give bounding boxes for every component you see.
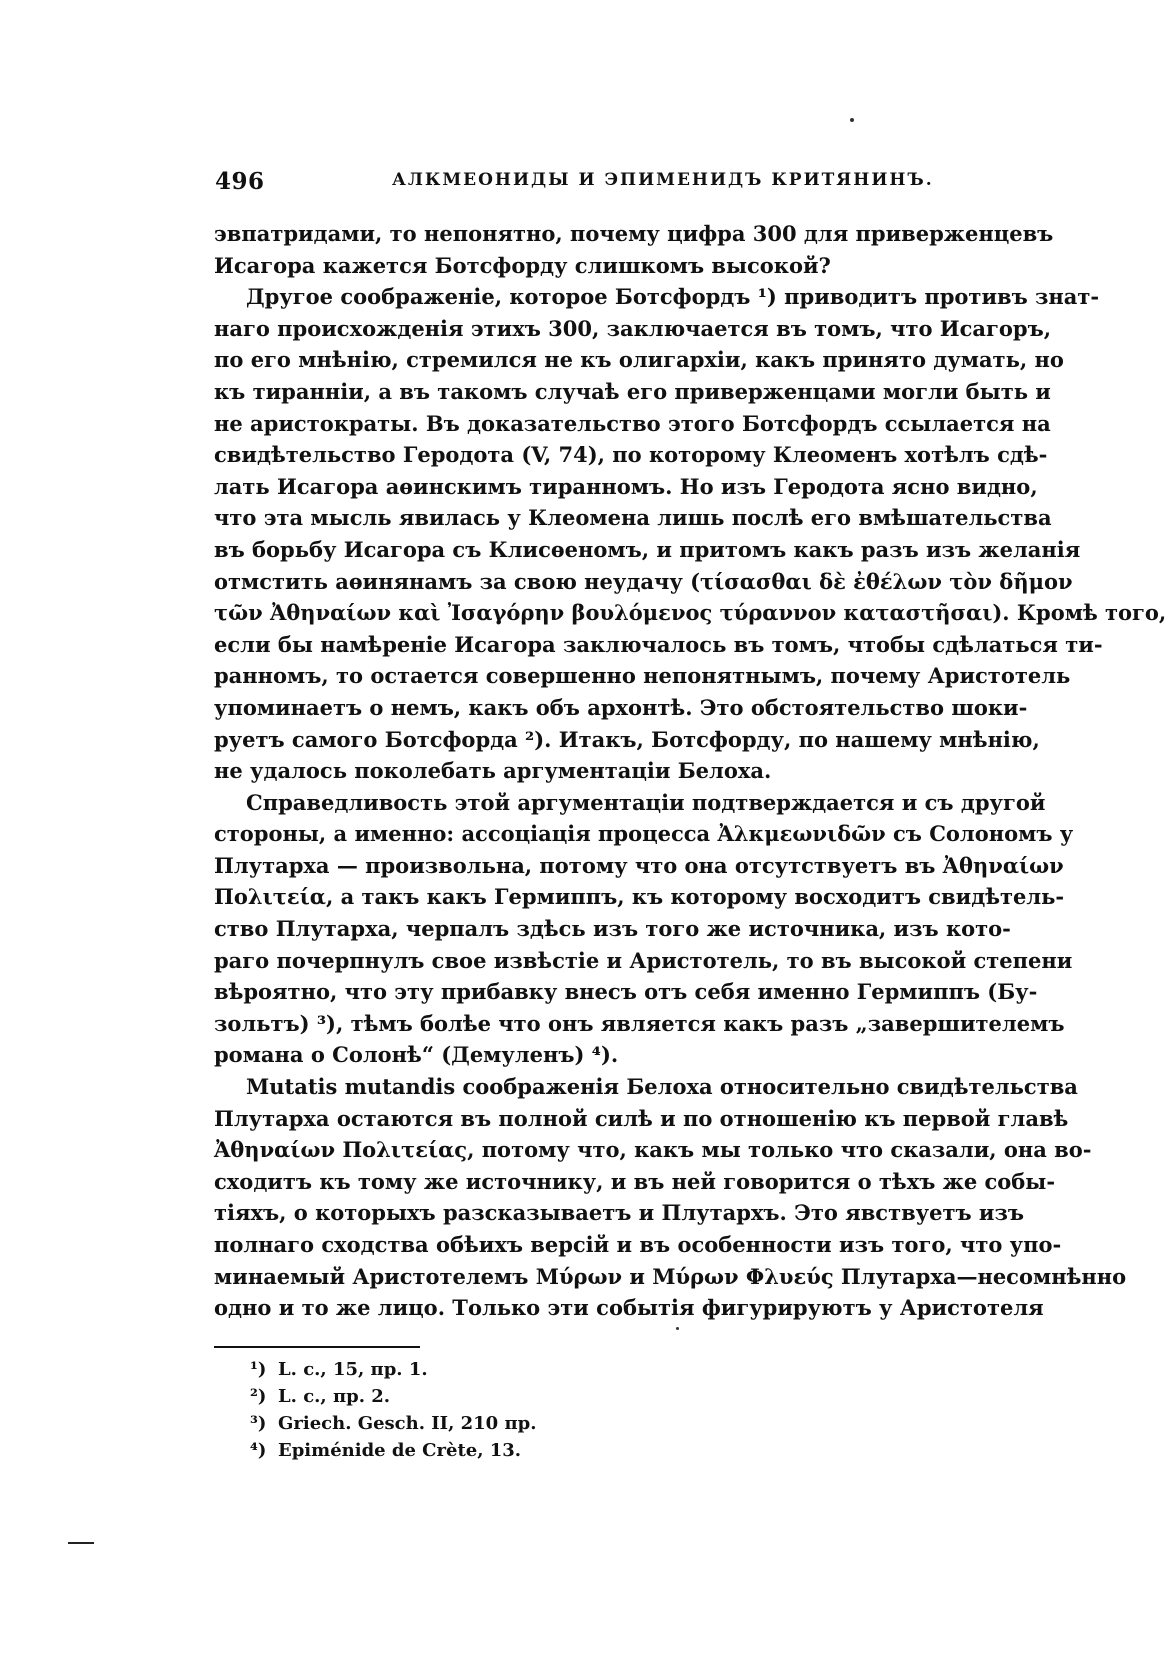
text-line: по его мнѣнію, стремился не къ олигархіи, какъ принято думать, но — [214, 347, 1064, 373]
text-line: минаемый Аристотелемъ Μύρων и Μύρων Φλυεύς Плутарха—несомнѣнно — [214, 1263, 1127, 1289]
text-line: Mutatis mutandis соображенія Белоха относительно свидѣтельства — [246, 1074, 1078, 1100]
footnote — [250, 1410, 750, 1437]
text-line: τῶν Ἀθηναίων καὶ Ἰσαγόρην βουλόμενος τύραννον καταστῆσαι). Кромѣ того, — [214, 600, 1166, 626]
footnote-mark: ²) — [250, 1386, 267, 1407]
page-number: 496 — [215, 168, 265, 195]
text-line: если бы намѣреніе Исагора заключалось въ томъ, чтобы сдѣлаться ти- — [214, 631, 1103, 657]
footnote-mark: ⁴) — [250, 1440, 267, 1461]
text-line: не аристократы. Въ доказательство этого Ботсфордъ ссылается на — [214, 410, 1051, 436]
text-line: отмстить аѳинянамъ за свою неудачу (τίσασθαι δὲ ἐθέλων τὸν δῆμον — [214, 568, 1073, 594]
footnote — [250, 1437, 750, 1464]
footnote-text: Epiménide de Crète, 13. — [278, 1440, 522, 1461]
footnote — [250, 1356, 750, 1383]
text-line: къ тиранніи, а въ такомъ случаѣ его приверженцами могли быть и — [214, 378, 1051, 404]
body-text — [214, 218, 1166, 1324]
footnote — [250, 1383, 750, 1410]
text-line: Ἀθηναίων Πολιτείας, потому что, какъ мы только что сказали, она во- — [214, 1137, 1092, 1163]
text-line: лать Исагора аѳинскимъ тиранномъ. Но изъ Геродота ясно видно, — [214, 473, 1038, 499]
scan-speck — [850, 118, 854, 122]
text-line: эвпатридами, то непонятно, почему цифра 300 для приверженцевъ — [214, 221, 1054, 246]
text-line: Справедливость этой аргументаціи подтверждается и съ другой — [246, 789, 1046, 815]
text-line: сходитъ къ тому же источнику, и въ ней говорится о тѣхъ же собы- — [214, 1168, 1056, 1194]
text-line: что эта мысль явилась у Клеомена лишь послѣ его вмѣшательства — [214, 505, 1052, 531]
text-line: полнаго сходства обѣихъ версій и въ особенности изъ того, что упо- — [214, 1232, 1062, 1257]
footnote-rule — [214, 1346, 420, 1348]
text-line: ство Плутарха, черпалъ здѣсь изъ того же источника, изъ кото- — [214, 916, 1011, 942]
text-line: наго происхожденія этихъ 300, заключается въ томъ, что Исагоръ, — [214, 315, 1052, 341]
text-line: тіяхъ, о которыхъ разсказываетъ и Плутархъ. Это явствуетъ изъ — [214, 1200, 1025, 1226]
footnote-text: L. c., 15, пр. 1. — [278, 1359, 428, 1380]
text-line: Плутарха остаются въ полной силѣ и по отношенію къ первой главѣ — [214, 1105, 1069, 1131]
text-line: зольтъ) ³), тѣмъ болѣе что онъ является какъ разъ „завершителемъ — [214, 1010, 1065, 1036]
margin-dash — [68, 1542, 94, 1544]
text-line: въ борьбу Исагора съ Клисѳеномъ, и притомъ какъ разъ изъ желанія — [214, 536, 1081, 562]
text-line: свидѣтельство Геродота (V, 74), по которому Клеоменъ хотѣлъ сдѣ- — [214, 442, 1048, 468]
text-line: одно и то же лицо. Только эти событія фигурируютъ у Аристотеля — [214, 1295, 1044, 1321]
text-line: руетъ самого Ботсфорда ²). Итакъ, Ботсфорду, по нашему мнѣнію, — [214, 726, 1040, 752]
text-line: стороны, а именно: ассоціація процесса Ἀλκμεωνιδῶν съ Солономъ у — [214, 821, 1074, 847]
text-line: вѣроятно, что эту прибавку внесъ отъ себя именно Гермиппъ (Бу- — [214, 979, 1038, 1005]
text-line: раго почерпнулъ свое извѣстіе и Аристотель, то въ высокой степени — [214, 947, 1073, 973]
text-line: ранномъ, то остается совершенно непонятнымъ, почему Аристотель — [214, 663, 1071, 689]
footnote-mark: ¹) — [250, 1359, 267, 1380]
scan-speck — [676, 1327, 679, 1330]
text-line: Другое соображеніе, которое Ботсфордъ ¹) приводитъ противъ знат- — [246, 284, 1100, 310]
footnote-mark: ³) — [250, 1413, 267, 1434]
text-line: не удалось поколебать аргументаціи Белоха. — [214, 758, 772, 784]
footnote-text: Griech. Gesch. II, 210 пр. — [278, 1413, 537, 1434]
text-line: романа о Солонѣ“ (Демуленъ) ⁴). — [214, 1042, 619, 1068]
text-line: упоминаетъ о немъ, какъ объ архонтѣ. Это обстоятельство шоки- — [214, 694, 1028, 720]
text-line: Πολιτεία, а такъ какъ Гермиппъ, къ которому восходитъ свидѣтель- — [214, 884, 1065, 910]
running-head: АЛКМЕОНИДЫ И ЭПИМЕНИДЪ КРИТЯНИНЪ. — [392, 170, 934, 190]
footnote-text: L. c., пр. 2. — [278, 1386, 391, 1407]
footnotes — [250, 1356, 750, 1464]
text-line: Исагора кажется Ботсфорду слишкомъ высокой? — [214, 252, 831, 278]
text-line: Плутарха — произвольна, потому что она отсутствуетъ въ Ἀθηναίων — [214, 852, 1064, 878]
